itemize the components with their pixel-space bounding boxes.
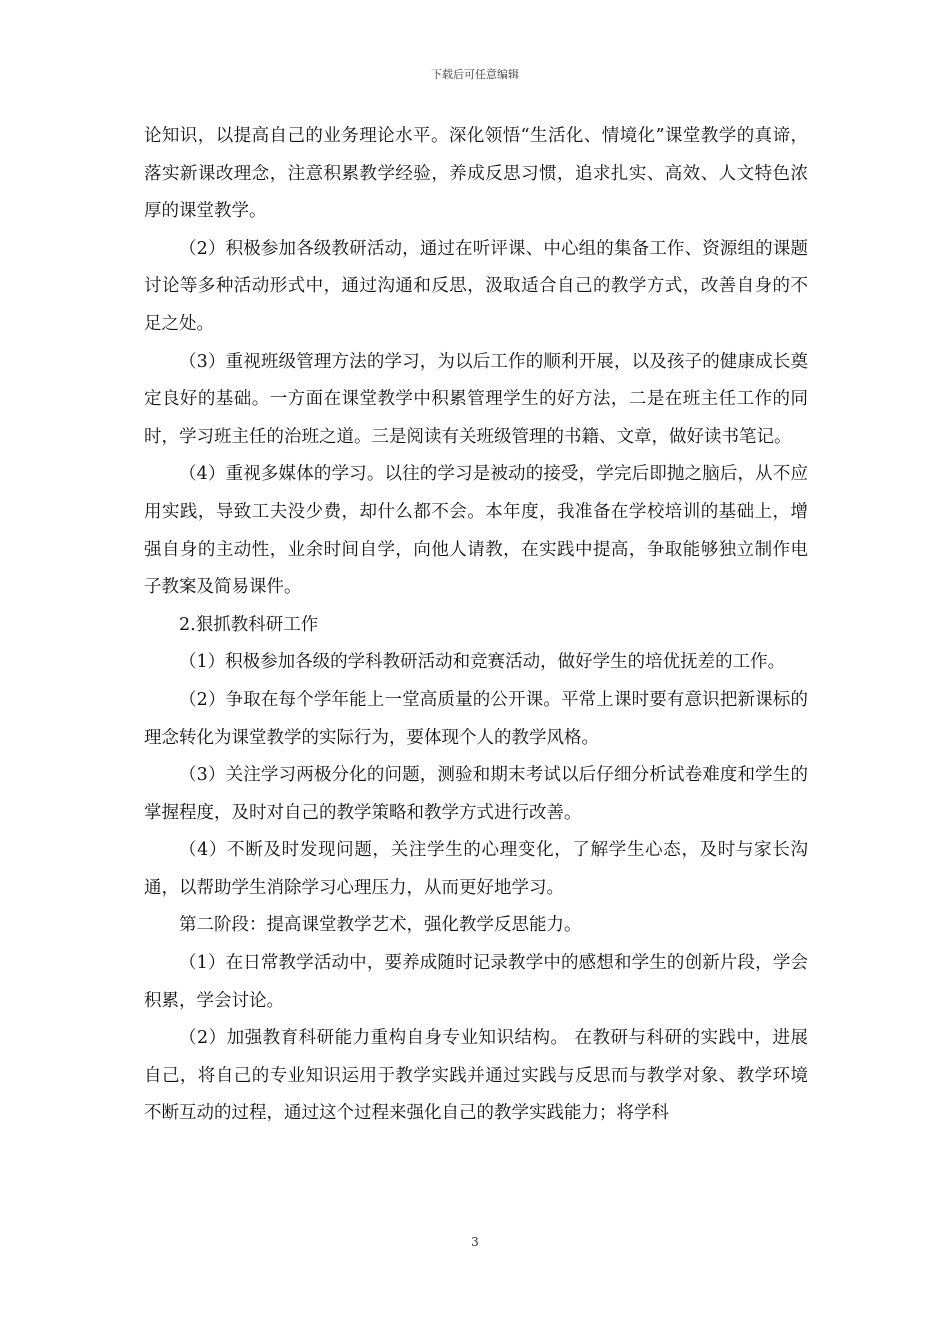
paragraph: （1）积极参加各级的学科教研活动和竞赛活动，做好学生的培优抚差的工作。 (179, 652, 786, 673)
paragraph: （2）积极参加各级教研活动，通过在听评课、中心组的集备工作、资源组的课题讨论等多种活动形式中，通过沟通和反思，汲取适合自己的教学方式，改善自身的不足之处。 (144, 238, 808, 334)
section-heading: 2.狠抓教科研工作 (179, 614, 319, 635)
document-body (144, 118, 808, 1133)
paragraph: （4）不断及时发现问题，关注学生的心理变化，了解学生心态，及时与家长沟通，以帮助学生消除学习心理压力，从而更好地学习。 (144, 840, 808, 898)
page-number: 3 (471, 1235, 479, 1249)
paragraph: （3）关注学习两极分化的问题，测验和期末考试以后仔细分析试卷难度和学生的掌握程度，及时对自己的教学策略和教学方式进行改善。 (144, 765, 808, 823)
paragraph: （2）加强教育科研能力重构自身专业知识结构。 在教研与科研的实践中，进展自己，将自己的专业知识运用于教学实践并通过实践与反思而与教学对象、教学环境不断互动的过程，通过这个过程来强化自己的教学实践能力；将学科 (144, 1028, 808, 1124)
paragraph: （1）在日常教学活动中，要养成随时记录教学中的感想和学生的创新片段，学会积累，学会讨论。 (144, 953, 808, 1011)
paragraph: （2）争取在每个学年能上一堂高质量的公开课。平常上课时要有意识把新课标的理念转化为课堂教学的实际行为，要体现个人的教学风格。 (144, 689, 808, 748)
paragraph: 论知识，以提高自己的业务理论水平。深化领悟“生活化、情境化”课堂教学的真谛，落实新课改理念，注意积累教学经验，养成反思习惯，追求扎实、高效、人文特色浓厚的课堂教学。 (144, 126, 808, 222)
paragraph: （3）重视班级管理方法的学习，为以后工作的顺利开展，以及孩子的健康成长奠定良好的基础。一方面在课堂教学中积累管理学生的好方法，二是在班主任工作的同时，学习班主任的治班之道。三是阅读有关班级管理的书籍、文章，做好读书笔记。 (144, 351, 808, 447)
page-header: 下载后可任意编辑 (431, 68, 519, 81)
stage-heading: 第二阶段：提高课堂教学艺术，强化教学反思能力。 (179, 915, 582, 936)
paragraph: （4）重视多媒体的学习。以往的学习是被动的接受，学完后即抛之脑后，从不应用实践，导致工夫没少费，却什么都不会。本年度，我准备在学校培训的基础上，增强自身的主动性，业余时间自学，向他人请教，在实践中提高，争取能够独立制作电子教案及简易课件。 (144, 464, 808, 598)
